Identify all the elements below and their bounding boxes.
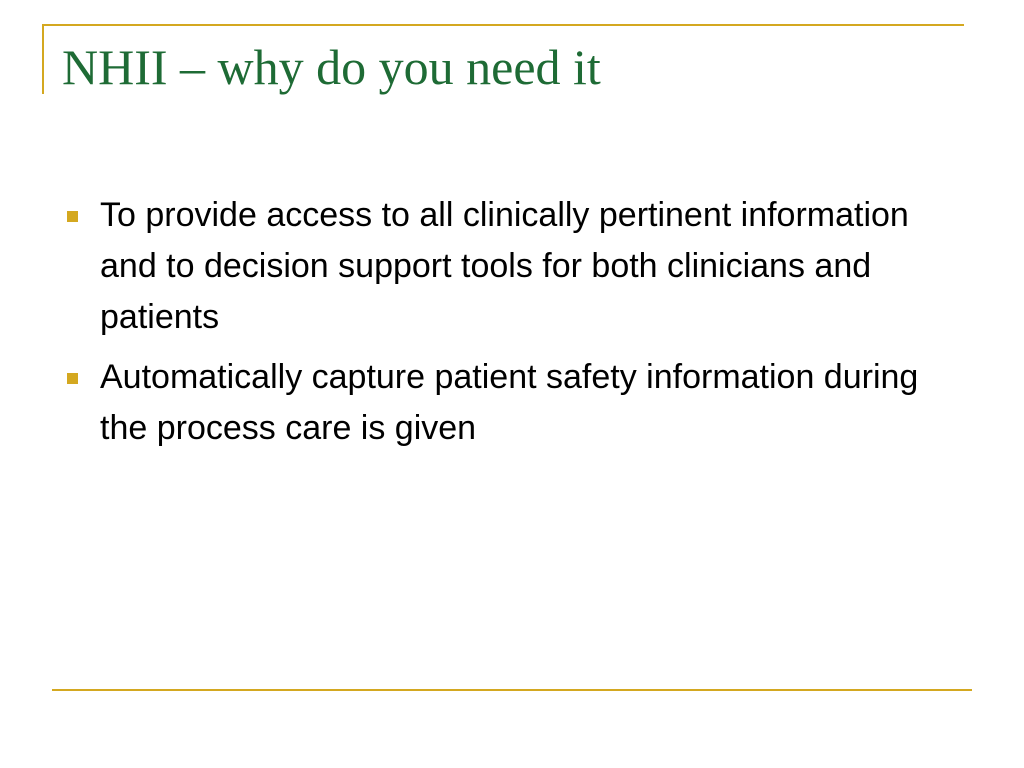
title-frame-left-rule: [42, 24, 44, 94]
square-bullet-icon: [67, 211, 78, 222]
square-bullet-icon: [67, 373, 78, 384]
bullet-text: To provide access to all clinically pertinent information and to decision support tools for both clinicians and patients: [100, 196, 909, 336]
title-frame-top-rule: [42, 24, 964, 26]
slide-title: NHII – why do you need it: [62, 39, 601, 95]
bullet-list: [62, 190, 942, 463]
bullet-item: [62, 352, 942, 454]
bullet-item: [62, 190, 942, 343]
footer-rule: [52, 689, 972, 691]
bullet-text: Automatically capture patient safety information during the process care is given: [100, 358, 919, 447]
